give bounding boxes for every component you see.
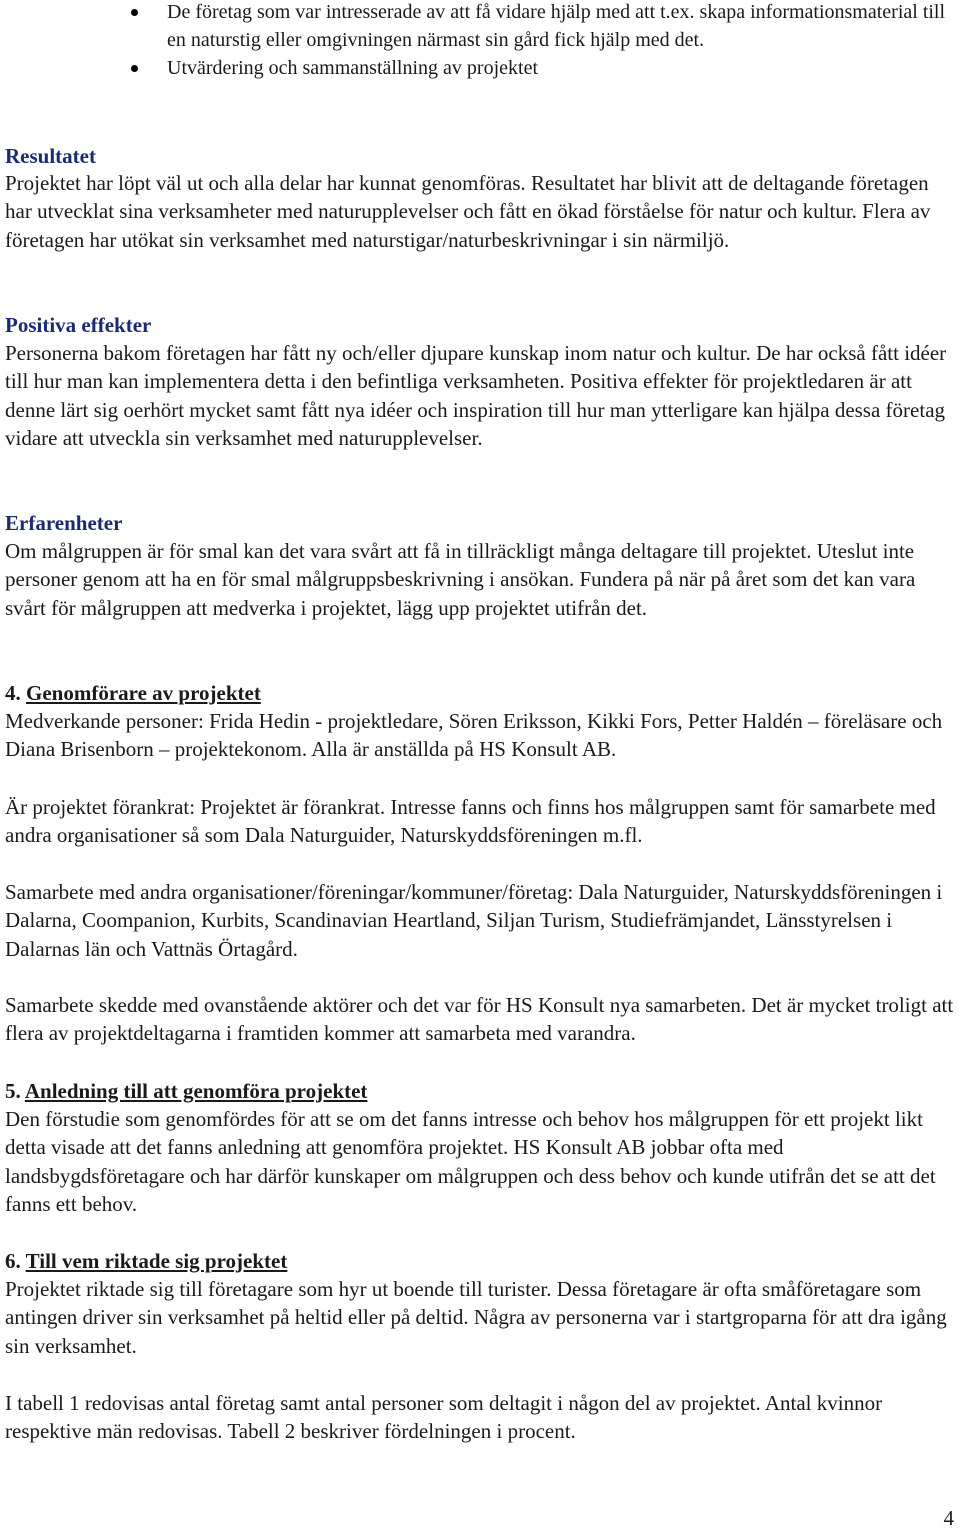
- paragraph-anledning: Den förstudie som genomfördes för att se om det fanns intresse och behov hos målgruppen för ett projekt likt detta visade att det fanns anledning att genomföra projektet. HS Konsult AB jobbar ofta med landsbygdsföretagare och har därför kunskaper om målgruppen och dess behov och kunde utifrån det se att det fanns ett behov.: [5, 1107, 936, 1216]
- section-title: Genomförare av projektet: [26, 681, 261, 705]
- list-item: [5, 54, 957, 82]
- section-heading-resultatet: Resultatet: [5, 144, 96, 168]
- bullet-list: [5, 0, 957, 82]
- bullet-icon: [131, 9, 138, 16]
- section-heading-anledning: [5, 1077, 367, 1105]
- paragraph-forankrat: Är projektet förankrat: Projektet är förankrat. Intresse fanns och finns hos målgruppen samt för samarbete med andra organisationer så som Dala Naturguider, Naturskyddsföreningen m.fl.: [5, 795, 936, 848]
- section-heading-till-vem: [5, 1247, 287, 1275]
- section-title: Anledning till att genomföra projektet: [24, 1079, 368, 1103]
- paragraph-malgrupp: Projektet riktade sig till företagare som hyr ut boende till turister. Dessa företagare är ofta småföretagare som antingen driver sin verksamhet på heltid eller på deltid. Några av personerna var i startgroparna för att dra igång sin verksamhet.: [5, 1277, 947, 1358]
- bullet-text: De företag som var intresserade av att få vidare hjälp med att t.ex. skapa informationsmaterial till en naturstig eller omgivningen närmast sin gård fick hjälp med det.: [167, 1, 946, 51]
- page-number: 4: [943, 1506, 954, 1530]
- section-heading-genomforare: [5, 679, 261, 707]
- paragraph-erfarenheter: Om målgruppen är för smal kan det vara svårt att få in tillräckligt många deltagare till projektet. Uteslut inte personer genom att ha en för smal målgruppsbeskrivning i ansökan. Fundera på när på året som det kan vara svårt för målgruppen att medverka i projektet, lägg upp projektet utifrån det.: [5, 539, 916, 620]
- section-heading-erfarenheter: Erfarenheter: [5, 511, 123, 535]
- list-item: [5, 0, 957, 54]
- section-number: 6.: [5, 1249, 21, 1273]
- paragraph-medverkande: Medverkande personer: Frida Hedin - projektledare, Sören Eriksson, Kikki Fors, Petter Haldén – föreläsare och Diana Brisenborn – projektekonom. Alla är anställda på HS Konsult AB.: [5, 709, 943, 762]
- paragraph-resultatet: Projektet har löpt väl ut och alla delar har kunnat genomföras. Resultatet har blivit att de deltagande företagen har utvecklat sina verksamheter med naturupplevelser och fått en ökad förståelse för natur och kultur. Flera av företagen har utökat sin verksamhet med naturstigar/naturbeskrivningar i sin närmiljö.: [5, 171, 931, 252]
- paragraph-positiva-effekter: Personerna bakom företagen har fått ny och/eller djupare kunskap inom natur och kultur. De har också fått idéer till hur man kan implementera detta i den befintliga verksamheten. Positiva effekter för projektledaren är att denne lärt sig oerhört mycket samt fått nya idéer och inspiration till hur man ytterligare kan hjälpa dessa företag vidare att utveckla sin verksamhet med naturupplevelser.: [5, 341, 947, 450]
- section-title: Till vem riktade sig projektet: [25, 1249, 288, 1273]
- paragraph-samarbete-organisationer: Samarbete med andra organisationer/föreningar/kommuner/företag: Dala Naturguider, Naturskyddsföreningen i Dalarna, Coompanion, Kurbits, Scandinavian Heartland, Siljan Turism, Studiefrämjandet, Länsstyrelsen i Dalarnas län och Vattnäs Örtagård.: [5, 880, 943, 961]
- paragraph-samarbete-skedde: Samarbete skedde med ovanstående aktörer och det var för HS Konsult nya samarbeten. Det är mycket troligt att flera av projektdeltagarna i framtiden kommer att samarbeta med varandra.: [5, 993, 954, 1046]
- section-heading-positiva-effekter: Positiva effekter: [5, 313, 152, 337]
- section-number: 4.: [5, 681, 21, 705]
- bullet-icon: [131, 65, 138, 72]
- section-number: 5.: [5, 1079, 21, 1103]
- paragraph-tabell: I tabell 1 redovisas antal företag samt antal personer som deltagit i någon del av projektet. Antal kvinnor respektive män redovisas. Tabell 2 beskriver fördelningen i procent.: [5, 1391, 883, 1444]
- bullet-text: Utvärdering och sammanställning av projektet: [167, 57, 539, 79]
